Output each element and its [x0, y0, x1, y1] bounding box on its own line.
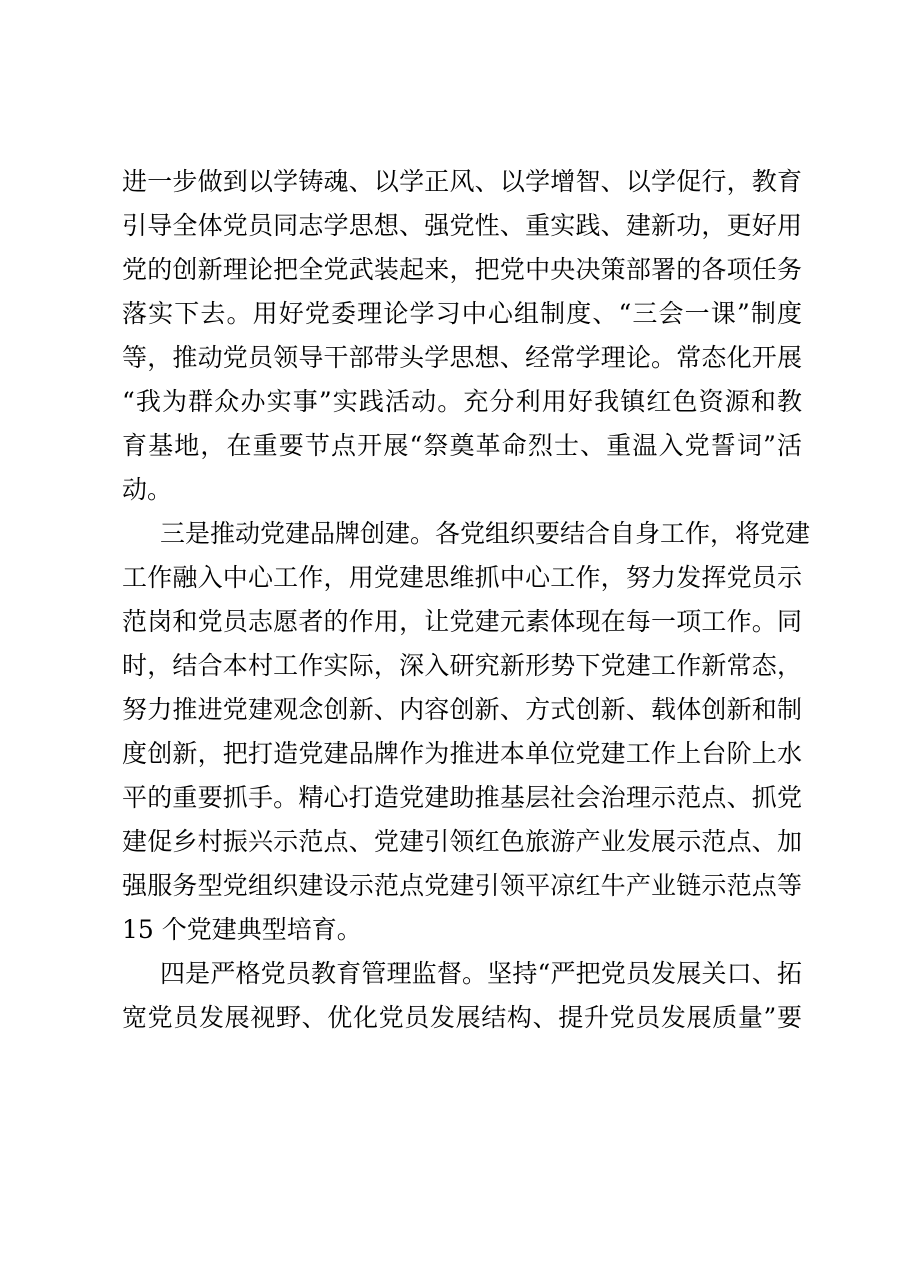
paragraph-start-line: 四是严格党员教育管理监督。坚持“严把党员发展关口、拓 [160, 959, 802, 988]
text-line: 15 个党建典型培育。 [122, 915, 362, 944]
text-line: 努力推进党建观念创新、内容创新、方式创新、载体创新和制 [122, 695, 802, 724]
text-line: 落实下去。用好党委理论学习中心组制度、“三会一课”制度 [122, 299, 802, 328]
text-line: 进一步做到以学铸魂、以学正风、以学增智、以学促行，教育 [122, 167, 802, 196]
text-line: 党的创新理论把全党武装起来，把党中央决策部署的各项任务 [122, 255, 802, 284]
paragraph-start-line: 三是推动党建品牌创建。各党组织要结合自身工作，将党建 [160, 519, 811, 548]
text-line: 引导全体党员同志学思想、强党性、重实践、建新功，更好用 [122, 211, 802, 240]
text-line: 工作融入中心工作，用党建思维抓中心工作，努力发挥党员示 [122, 563, 802, 592]
text-line: 等，推动党员领导干部带头学思想、经常学理论。常态化开展 [122, 343, 802, 372]
text-line: 建促乡村振兴示范点、党建引领红色旅游产业发展示范点、加 [122, 827, 802, 856]
text-line: 宽党员发展视野、优化党员发展结构、提升党员发展质量”要 [122, 1003, 802, 1032]
text-line: 平的重要抓手。精心打造党建助推基层社会治理示范点、抓党 [122, 783, 802, 812]
text-line: 范岗和党员志愿者的作用，让党建元素体现在每一项工作。同 [122, 607, 802, 636]
text-line: 时，结合本村工作实际，深入研究新形势下党建工作新常态， [122, 651, 802, 680]
text-line: 育基地，在重要节点开展“祭奠革命烈士、重温入党誓词”活 [122, 431, 802, 460]
text-line: 度创新，把打造党建品牌作为推进本单位党建工作上台阶上水 [122, 739, 802, 768]
text-line: 动。 [122, 475, 173, 504]
text-line: “我为群众办实事”实践活动。充分利用好我镇红色资源和教 [122, 387, 802, 416]
text-line: 强服务型党组织建设示范点党建引领平凉红牛产业链示范点等 [122, 871, 802, 900]
